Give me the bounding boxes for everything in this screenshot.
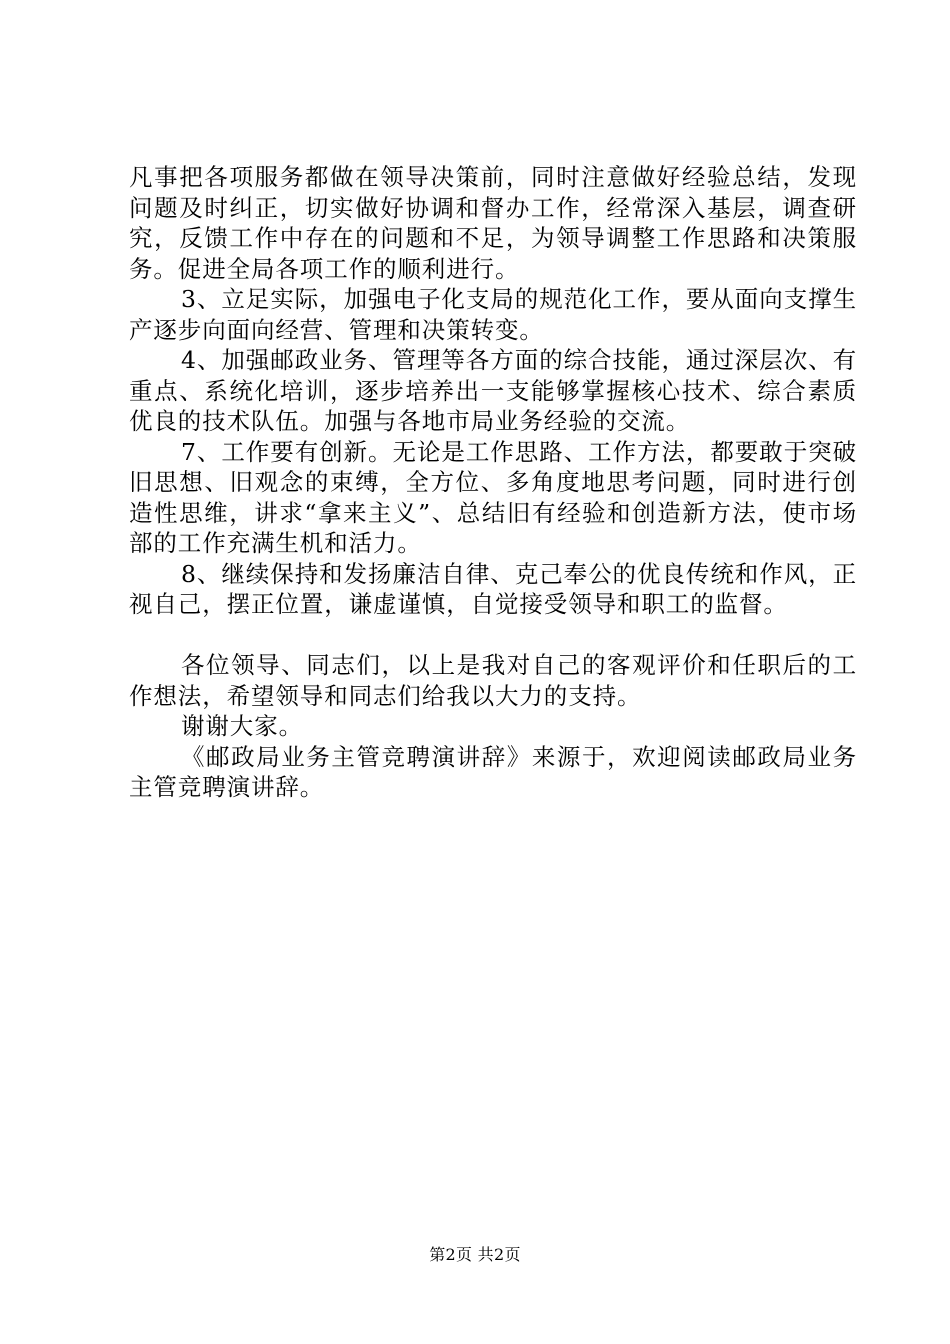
paragraph-item-7: 7、工作要有创新。无论是工作思路、工作方法，都要敢于突破旧思想、旧观念的束缚，全方位、多角度地思考问题，同时进行创造性思维，讲求“拿来主义”、总结旧有经验和创造新方法，使市场部的工作充满生机和活力。 [129,437,857,557]
paragraph-source-note: 《邮政局业务主管竞聘演讲辞》来源于，欢迎阅读邮政局业务主管竞聘演讲辞。 [129,742,857,801]
page-number-footer: 第2页 共2页 [429,1245,521,1264]
paragraph-closing: 各位领导、同志们，以上是我对自己的客观评价和任职后的工作想法，希望领导和同志们给我以大力的支持。 [129,651,857,710]
paragraph-item-4: 4、加强邮政业务、管理等各方面的综合技能，通过深层次、有重点、系统化培训，逐步培养出一支能够掌握核心技术、综合素质优良的技术队伍。加强与各地市局业务经验的交流。 [129,346,857,435]
document-body [129,162,857,803]
paragraph-thanks: 谢谢大家。 [181,712,303,740]
paragraph-service-summary: 凡事把各项服务都做在领导决策前，同时注意做好经验总结，发现问题及时纠正，切实做好协调和督办工作，经常深入基层，调查研究，反馈工作中存在的问题和不足，为领导调整工作思路和决策服务。促进全局各项工作的顺利进行。 [129,163,857,283]
paragraph-item-8: 8、继续保持和发扬廉洁自律、克己奉公的优良传统和作风，正视自己，摆正位置，谦虚谨慎，自觉接受领导和职工的监督。 [129,559,857,618]
paragraph-item-3: 3、立足实际，加强电子化支局的规范化工作，要从面向支撑生产逐步向面向经营、管理和决策转变。 [129,285,857,344]
